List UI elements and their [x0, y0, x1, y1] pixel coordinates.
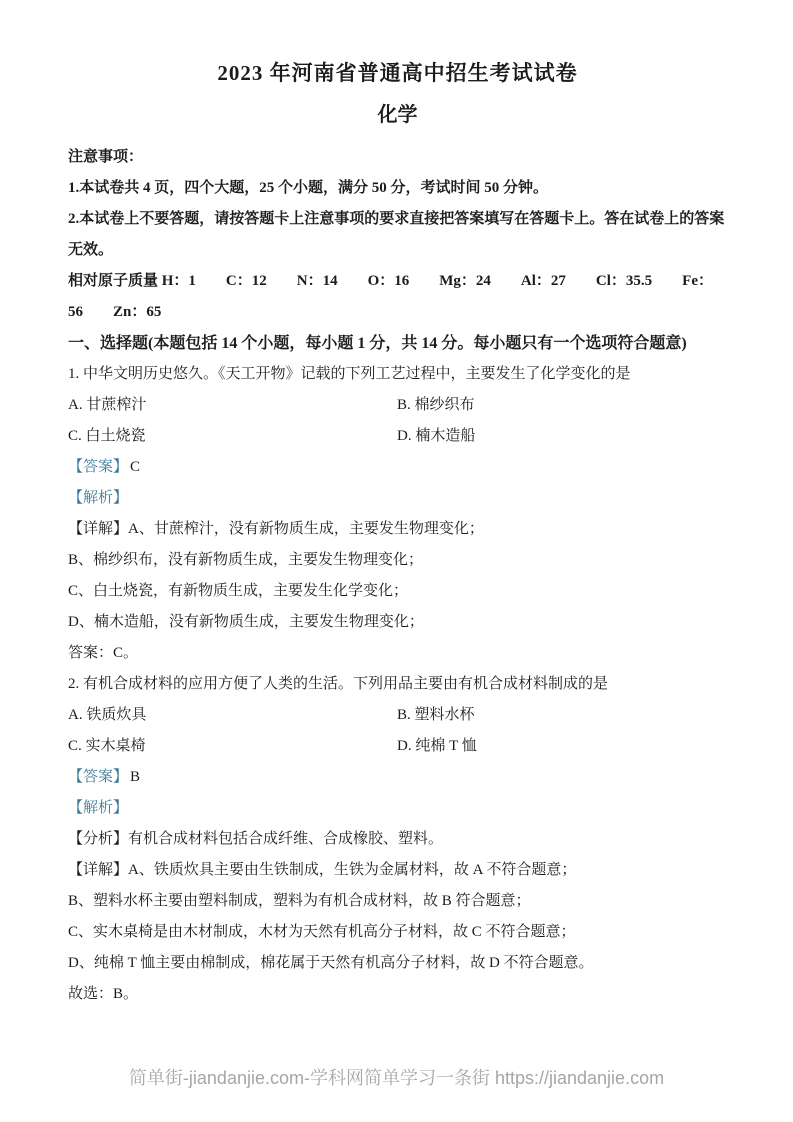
atomic-mass-line-2: 56 Zn：65: [68, 304, 162, 320]
answer-value: C: [130, 459, 141, 475]
explanation-line: C、白土烧瓷，有新物质生成，主要发生化学变化；: [68, 583, 409, 599]
question-stem: 2. 有机合成材料的应用方便了人类的生活。下列用品主要由有机合成材料制成的是: [68, 676, 609, 692]
option-d: D. 纯棉 T 恤: [397, 738, 477, 754]
explanation-line: 【详解】A、铁质炊具主要由生铁制成，生铁为金属材料，故 A 不符合题意；: [68, 862, 577, 878]
explanation-line: 答案：C。: [68, 645, 139, 661]
answer-label: 【答案】: [68, 769, 129, 785]
answer-line: [68, 762, 727, 793]
explanation-line: B、棉纱织布，没有新物质生成，主要发生物理变化；: [68, 552, 424, 568]
explanation-line: C、实木桌椅是由木材制成，木材为天然有机高分子材料，故 C 不符合题意；: [68, 924, 576, 940]
explanation-line: 故选：B。: [68, 986, 139, 1002]
explanation-line: D、纯棉 T 恤主要由棉制成，棉花属于天然有机高分子材料，故 D 不符合题意。: [68, 955, 594, 971]
analysis-label: 【解析】: [68, 800, 129, 816]
option-b: B. 棉纱织布: [397, 397, 475, 413]
answer-label: 【答案】: [68, 459, 129, 475]
notice-line-2: 2.本试卷上不要答题，请按答题卡上注意事项的要求直接把答案填写在答题卡上。答在试卷上的答案无效。: [68, 211, 725, 258]
notice-line-1: 1.本试卷共 4 页，四个大题，25 个小题，满分 50 分，考试时间 50 分钟。: [68, 180, 549, 196]
option-d: D. 楠木造船: [397, 428, 476, 444]
options-grid: [68, 700, 727, 762]
explanation-line: 【详解】A、甘蔗榨汁，没有新物质生成，主要发生物理变化；: [68, 521, 484, 537]
atomic-mass-line-1: 相对原子质量 H：1 C：12 N：14 O：16 Mg：24 Al：27 Cl：35.5 Fe：: [68, 273, 713, 289]
explanation-line: D、楠木造船，没有新物质生成，主要发生物理变化；: [68, 614, 424, 630]
options-grid: [68, 390, 727, 452]
option-b: B. 塑料水杯: [397, 707, 475, 723]
explanation-line: B、塑料水杯主要由塑料制成，塑料为有机合成材料，故 B 符合题意；: [68, 893, 531, 909]
answer-line: [68, 452, 727, 483]
option-a: A. 铁质炊具: [68, 707, 147, 723]
question-block-2: [68, 669, 727, 1010]
option-c: C. 白土烧瓷: [68, 428, 146, 444]
section-heading: 一、选择题(本题包括 14 个小题，每小题 1 分，共 14 分。每小题只有一个选项符合题意): [68, 335, 687, 352]
exam-subject: 化学: [377, 104, 418, 126]
exam-title: 2023 年河南省普通高中招生考试试卷: [217, 61, 578, 85]
question-stem: 1. 中华文明历史悠久。《天工开物》记载的下列工艺过程中，主要发生了化学变化的是: [68, 366, 631, 382]
answer-value: B: [130, 769, 141, 785]
analysis-label: 【解析】: [68, 490, 129, 506]
notice-heading: 注意事项：: [68, 149, 144, 165]
option-a: A. 甘蔗榨汁: [68, 397, 147, 413]
footer-watermark: 简单街-jiandanjie.com-学科网简单学习一条街 https://jiandanjie.com: [128, 1068, 665, 1088]
explanation-line: 【分析】有机合成材料包括合成纤维、合成橡胶、塑料。: [68, 831, 444, 847]
option-c: C. 实木桌椅: [68, 738, 146, 754]
question-block-1: [68, 359, 727, 669]
